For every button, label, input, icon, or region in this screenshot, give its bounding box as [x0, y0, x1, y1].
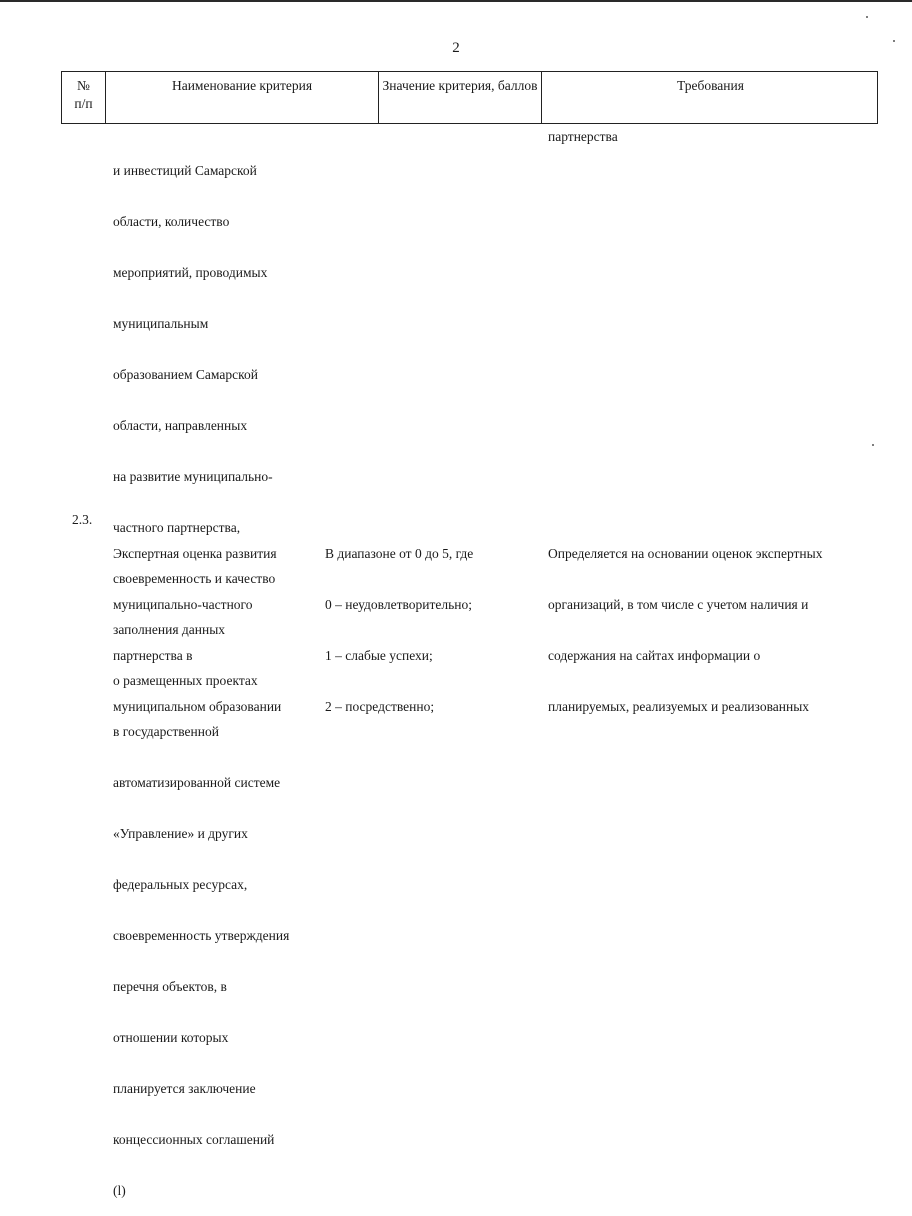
- text-line: образованием Самарской: [113, 367, 258, 382]
- criterion-requirements: [548, 511, 822, 732]
- text-line: муниципальном образовании: [113, 699, 282, 714]
- text-line: (l): [113, 1183, 126, 1198]
- text-line: на развитие муниципально-: [113, 469, 273, 484]
- text-line: перечня объектов, в: [113, 979, 227, 994]
- text-line: автоматизированной системе: [113, 775, 281, 790]
- scan-speck: [872, 444, 874, 446]
- text-line: своевременность утверждения: [113, 928, 290, 943]
- scan-speck: [866, 16, 868, 18]
- text-line: области, направленных: [113, 418, 248, 433]
- criterion-name: [113, 511, 281, 732]
- text-line: 1 – слабые успехи;: [325, 648, 433, 663]
- text-line: концессионных соглашений: [113, 1132, 275, 1147]
- text-line: содержания на сайтах информации о: [548, 648, 761, 663]
- text-line: заполнения данных: [113, 622, 226, 637]
- text-line: в государственной: [113, 724, 219, 739]
- text-line: «Управление» и других: [113, 826, 248, 841]
- text-line: партнерства в: [113, 648, 193, 663]
- text-line: о размещенных проектах: [113, 673, 258, 688]
- scan-edge: [0, 0, 912, 2]
- criteria-table-header: [61, 71, 878, 124]
- text-line: отношении которых: [113, 1030, 229, 1045]
- text-line: 0 – неудовлетворительно;: [325, 597, 472, 612]
- text-line: и инвестиций Самарской: [113, 163, 257, 178]
- text-line: своевременность и качество: [113, 571, 276, 586]
- text-line: частного партнерства,: [113, 520, 241, 535]
- row-number: 2.3.: [72, 512, 93, 527]
- text-line: муниципальным: [113, 316, 209, 331]
- header-criterion-value: Значение критерия, баллов: [378, 72, 541, 123]
- text-line: планируемых, реализуемых и реализованных: [548, 699, 810, 714]
- header-criterion-name: Наименование критерия: [105, 72, 378, 123]
- criterion-value: [325, 511, 473, 732]
- text-line: федеральных ресурсах,: [113, 877, 248, 892]
- header-number: № п/п: [74, 78, 93, 111]
- text-line: В диапазоне от 0 до 5, где: [325, 546, 474, 561]
- text-line: области, количество: [113, 214, 230, 229]
- text-line: организаций, в том числе с учетом наличия и: [548, 597, 809, 612]
- header-requirements: Требования: [541, 72, 879, 123]
- text-line: муниципально-частного: [113, 597, 253, 612]
- text-line: 2 – посредственно;: [325, 699, 435, 714]
- text-line: планируется заключение: [113, 1081, 256, 1096]
- page-number: 2: [452, 40, 460, 56]
- text-line: Экспертная оценка развития: [113, 546, 277, 561]
- text-line: Определяется на основании оценок экспертных: [548, 546, 823, 561]
- text-line: мероприятий, проводимых: [113, 265, 268, 280]
- continued-requirements: партнерства: [548, 129, 618, 144]
